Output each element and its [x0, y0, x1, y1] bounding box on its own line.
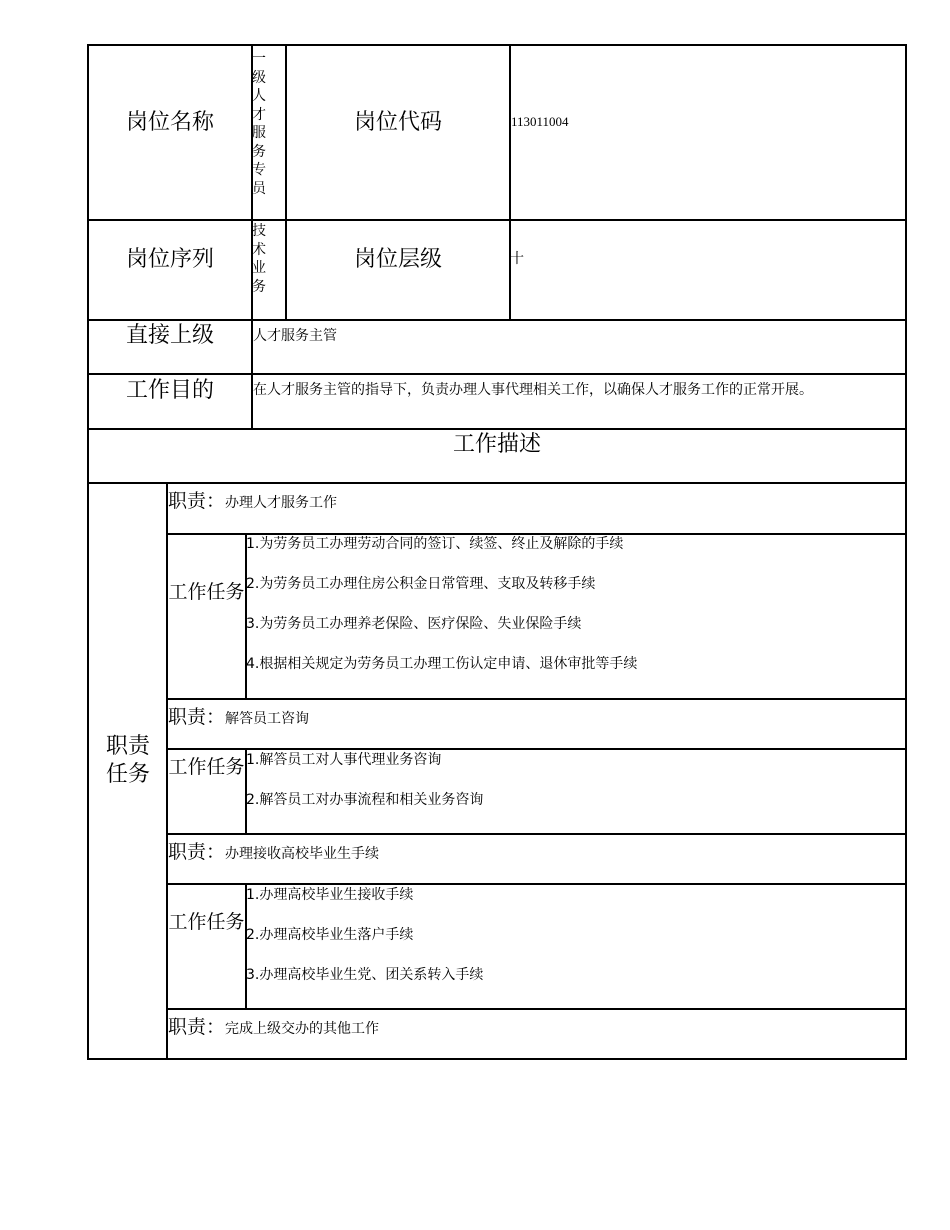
- purpose-label: 工作目的: [125, 378, 214, 403]
- task-item: 4.根据相关规定为劳务员工办理工伤认定申请、退休审批等手续: [246, 656, 638, 672]
- supervisor-label: 直接上级: [125, 323, 214, 348]
- task-label: 工作任务: [168, 756, 245, 778]
- position-name-value: 一级人才服务专员: [252, 51, 266, 197]
- position-code-value: 113011004: [511, 114, 569, 129]
- responsibility-row: [168, 837, 379, 864]
- responsibility-label: 职责：: [168, 841, 226, 863]
- task-item: 2.解答员工对办事流程和相关业务咨询: [246, 792, 484, 808]
- task-item: 2.办理高校毕业生落户手续: [246, 927, 414, 943]
- responsibility-label: 职责：: [168, 1016, 226, 1038]
- responsibility-row: [168, 486, 337, 513]
- task-item: 2.为劳务员工办理住房公积金日常管理、支取及转移手续: [246, 576, 596, 592]
- responsibility-text: 办理人才服务工作: [225, 495, 338, 511]
- responsibility-text: 解答员工咨询: [225, 711, 310, 727]
- purpose-value: 在人才服务主管的指导下，负责办理人事代理相关工作，以确保人才服务工作的正常开展。: [253, 382, 813, 398]
- responsibility-side-label: 职责任务: [105, 734, 150, 787]
- task-item: 3.为劳务员工办理养老保险、医疗保险、失业保险手续: [246, 616, 582, 632]
- responsibility-label: 职责：: [168, 706, 226, 728]
- position-code-label: 岗位代码: [353, 110, 442, 135]
- responsibility-text: 完成上级交办的其他工作: [225, 1021, 380, 1037]
- position-level-value: 十: [510, 251, 524, 267]
- position-series-label: 岗位序列: [125, 247, 214, 272]
- task-label: 工作任务: [168, 581, 245, 603]
- description-title: 工作描述: [452, 432, 541, 457]
- task-item: 1.解答员工对人事代理业务咨询: [246, 752, 442, 768]
- task-label: 工作任务: [168, 911, 245, 933]
- supervisor-value: 人才服务主管: [253, 328, 337, 344]
- responsibility-row: [168, 702, 309, 729]
- position-level-label: 岗位层级: [353, 247, 442, 272]
- responsibility-text: 办理接收高校毕业生手续: [225, 846, 380, 862]
- task-item: 1.办理高校毕业生接收手续: [246, 887, 414, 903]
- position-series-value: 技术业务: [252, 223, 266, 295]
- responsibility-label: 职责：: [168, 490, 226, 512]
- responsibility-row: [168, 1012, 379, 1039]
- task-item: 3.办理高校毕业生党、团关系转入手续: [246, 967, 484, 983]
- position-name-label: 岗位名称: [125, 110, 214, 135]
- task-item: 1.为劳务员工办理劳动合同的签订、续签、终止及解除的手续: [246, 536, 624, 552]
